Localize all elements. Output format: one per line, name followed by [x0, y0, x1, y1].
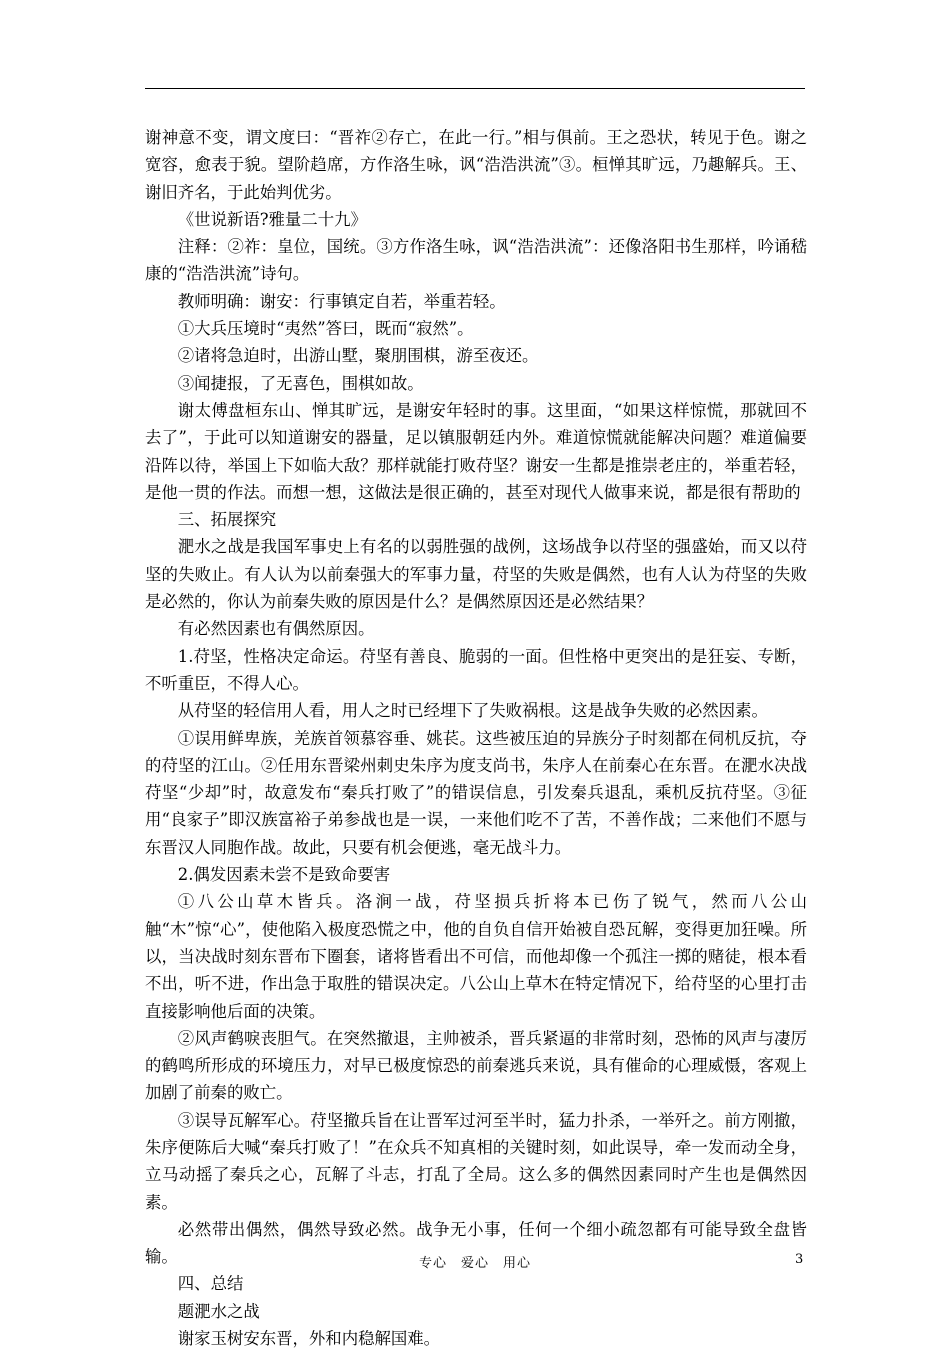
paragraph: ③误导瓦解军心。苻坚撤兵旨在让晋军过河至半时，猛力扑杀，一举歼之。前方刚撤，朱序便陈后大喊“秦兵打败了！”在众兵不知真相的关键时刻，如此误导，牵一发而动全身，立马动摇了秦兵之心，瓦解了斗志，打乱了全局。这么多的偶然因素同时产生也是偶然因素。 [145, 1110, 807, 1212]
paragraph: 四、总结 [177, 1274, 244, 1294]
paragraph: 淝水之战是我国军事史上有名的以弱胜强的战例，这场战争以苻坚的强盛始，而又以苻坚的失败止。有人认为以前秦强大的军事力量，苻坚的失败是偶然，也有人认为苻坚的失败是必然的，你认为前秦失败的原因是什么？是偶然原因还是必然结果？ [145, 537, 807, 612]
paragraph: 谢家玉树安东晋，外和内稳解国难。 [177, 1329, 441, 1349]
paragraph: 注释：②祚：皇位，国统。③方作洛生咏，讽“浩浩洪流”：还像洛阳书生那样，吟诵嵇康的“浩浩洪流”诗句。 [145, 237, 807, 284]
paragraph: 三、拓展探究 [177, 510, 277, 530]
page-number: 3 [795, 1252, 804, 1267]
paragraph: ①大兵压境时“夷然”答曰，既而“寂然”。 [177, 319, 474, 339]
paragraph: ①八公山草木皆兵。洛涧一战，苻坚损兵折将本已伤了锐气，然而八公山触“木”惊“心”，使他陷入极度恐慌之中，他的自负自信开始被自恐瓦解，变得更加狂噪。所以，当决战时刻东晋布下圈套，诸将皆看出不可信，而他却像一个孤注一掷的赌徒，根本看不出，听不进，作出急于取胜的错误决定。八公山上草木在特定情况下，给苻坚的心里打击直接影响他后面的决策。 [145, 892, 807, 1021]
footer-motto: 专心 爱心 用心 [418, 1256, 531, 1271]
page-footer [0, 1252, 950, 1274]
body-text [145, 124, 807, 1352]
paragraph: 教师明确：谢安：行事镇定自若，举重若轻。 [177, 291, 506, 311]
paragraph: 2.偶发因素未尝不是致命要害 [177, 865, 391, 885]
paragraph: 《世说新语?雅量二十九》 [177, 209, 367, 229]
paragraph: ①误用鲜卑族，羌族首领慕容垂、姚苌。这些被压迫的异族分子时刻都在伺机反抗，夺的苻坚的江山。②任用东晋梁州刺史朱序为度支尚书，朱序人在前秦心在东晋。在淝水决战苻坚“少却”时，故意发布“秦兵打败了”的错误信息，引发秦兵退乱，乘机反抗苻坚。③征用“良家子”即汉族富裕子弟参战也是一误，一来他们吃不了苦，不善作战；二来他们不愿与东晋汉人同胞作战。故此，只要有机会便逃，毫无战斗力。 [145, 728, 807, 857]
paragraph: 题淝水之战 [177, 1301, 260, 1321]
paragraph: ③闻捷报，了无喜色，围棋如故。 [177, 373, 424, 393]
paragraph: 有必然因素也有偶然原因。 [177, 619, 375, 639]
paragraph: 谢太傅盘桓东山、惮其旷远，是谢安年轻时的事。这里面，“如果这样惊慌，那就回不去了”，于此可以知道谢安的器量，足以镇服朝廷内外。难道惊慌就能解决问题？难道偏要沿阵以待，举国上下如临大敌？那样就能打败苻坚？谢安一生都是推崇老庄的，举重若轻，是他一贯的作法。而想一想，这做法是很正确的，甚至对现代人做事来说，都是很有帮助的 [145, 400, 807, 502]
paragraph: 1.苻坚，性格决定命运。苻坚有善良、脆弱的一面。但性格中更突出的是狂妄、专断，不听重臣，不得人心。 [145, 646, 807, 693]
header-rule [145, 88, 805, 89]
paragraph: 必然带出偶然，偶然导致必然。战争无小事，任何一个细小疏忽都有可能导致全盘皆输。 [145, 1219, 807, 1267]
paragraph: 从苻坚的轻信用人看，用人之时已经埋下了失败祸根。这是战争失败的必然因素。 [177, 701, 768, 721]
paragraph: ②诸将急迫时，出游山墅，聚朋围棋，游至夜还。 [177, 346, 539, 366]
paragraph: 谢神意不变，谓文度曰：“晋祚②存亡，在此一行。”相与俱前。王之恐状，转见于色。谢之宽容，愈表于貌。望阶趋席，方作洛生咏，讽“浩浩洪流”③。桓惮其旷远，乃趣解兵。王、谢旧齐名，于此始判优劣。 [145, 128, 807, 202]
paragraph: ②风声鹤唳丧胆气。在突然撤退，主帅被杀，晋兵紧逼的非常时刻，恐怖的风声与凄厉的鹤鸣所形成的环境压力，对早已极度惊恐的前秦逃兵来说，具有催命的心理威慑，客观上加剧了前秦的败亡。 [145, 1028, 807, 1103]
